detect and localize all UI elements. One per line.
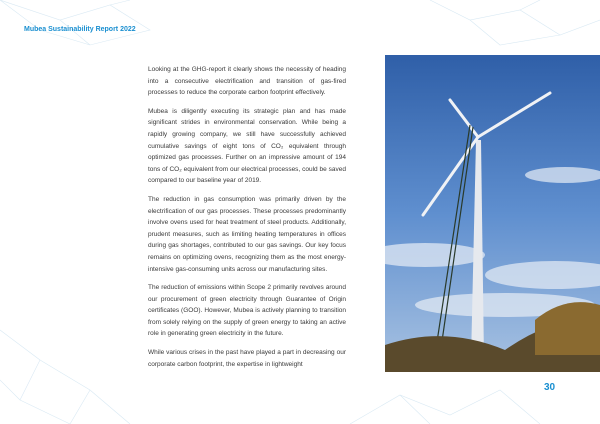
paragraph: The reduction in gas consumption was primarily driven by the electrification of our gas processes. These processes predominantly involve ovens used for heat treatment of steel products. Additionally, prudent measures, such as limiting heating temperatures in offices during gas shortages, contributed to our gas savings. Our key focus remains on optimizing ovens, recognizing them as the most energy-intensive gas-consuming units across our manufacturing sites. — [148, 195, 346, 273]
paragraph: The reduction of emissions within Scope 2 primarily revolves around our procurement of green electricity through Guarantee of Origin certificates (GOO). However, Mubea is actively planning to transition from solely relying on the supply of green energy to taking an active role in generating green electricity in the future. — [148, 284, 346, 338]
wind-turbine-photo — [385, 55, 600, 372]
paragraph: While various crises in the past have played a part in decreasing our corporate carbon footprint, the expertise in lightweight — [148, 349, 346, 368]
report-title: Mubea Sustainability Report 2022 — [24, 26, 136, 33]
paragraph: Looking at the GHG-report it clearly shows the necessity of heading into a consecutive electrification and transition of gas-fired processes to reduce the corporate carbon footprint effectively. — [148, 66, 346, 97]
paragraph: Mubea is diligently executing its strategic plan and has made significant strides in environmental conservation. While being a rapidly growing company, we still have successfully achieved cumulative savings of eight tons of CO₂ equivalent through optimized gas processes. Further on an impressive amount of 194 tons of CO₂ equivalent from our electrical processes, could be saved compared to our baseline year of 2019. — [148, 107, 346, 185]
body-text-column — [148, 64, 346, 377]
page-number: 30 — [544, 382, 556, 393]
